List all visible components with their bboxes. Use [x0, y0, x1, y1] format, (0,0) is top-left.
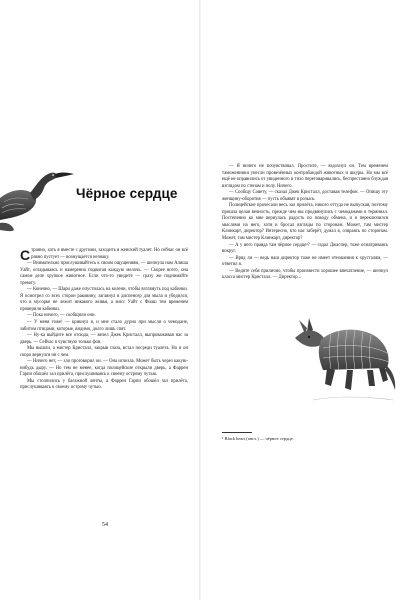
paragraph: Мы вышли, а мистер Кристалл, закрыв глаза, встал посреди туалета. Но и он скоро вернулся ни с чем.	[20, 346, 188, 358]
paragraph: — Сообщу Совету, — сказал Джек Кристалл, доставая телефон. — Опишу эту женщину-оборотня — пусть объявят в розыск.	[222, 190, 388, 202]
paragraph: Мы столпились у багажной ленты, а Фаррен Гарпи обошёл зал прилёта, прислушиваясь к своему острому чутью.	[20, 378, 188, 391]
armadillo-illustration	[293, 310, 397, 406]
paragraph: — Пока ничего, — сообщили они.	[27, 313, 96, 319]
heron-illustration	[0, 168, 76, 238]
paragraph: — Конечно, — Шари даже опустилась на колени, чтобы взглянуть под кабинки. Я осмотрел со всех сторон раковину, заглянул в диспенсер для мыла и убедился, что в мусорке не лежит никакого живья, а мисс Уайт с Фиаш тем временем проверили кабинки.	[20, 287, 188, 312]
paragraph: — Ничего нет, — зло проговорил он. — Она исчезла. Может быть через какую-нибудь дыру. — Но тем не менее, когда полицейские открыли дверь, а Фаррен Гарпи обошёл зал прилёта, прислушиваясь к своему острому чутью.	[20, 359, 188, 378]
paragraph: — А у него правда там чёрное сердце¹? — гадал Джаспер, тоже осматриваясь вокруг.	[222, 242, 388, 255]
page-number: 54	[102, 522, 108, 528]
chapter-title: Чёрное сердце	[76, 186, 178, 201]
paragraph	[20, 248, 188, 261]
drop-cap: С	[20, 246, 31, 263]
paragraph: — Внимательно прислушивайтесь к своим ощущениям, — шепнула нам Алиша Уайт, оглядываясь и намеренна подвигая каждую мелочь. — Скорее всего, она самом деле хрупкое животное. Если что-то увидите — сразу же поднимайте тревогу.	[20, 261, 188, 286]
paragraph: — Ну-ка выйдите все отсюда, — велел Джек Кристалл, выпроваживая нас за дверь. — Сейчас я чувствую только фон.	[20, 333, 188, 345]
paragraph: — Вряд ли — ведь наш директор тоже не имеет отношения к хрусталям, — ответил я.	[222, 255, 388, 268]
left-page	[0, 0, 199, 600]
right-page-text	[222, 164, 388, 282]
paragraph-text: транно, хоть я вместе с другими, заходить в женский туалет. Но сейчас он всё равно пустует — возмущается незнаку.	[31, 248, 188, 260]
left-page-text	[20, 248, 188, 392]
paragraph: Полицейские прочесали весь зал прилёта, никого оттуда не выпуская, поэтому прошла целая вечность, прежде чем мы продвинулись с чемоданами в терминал. Постепенно ко мне вернулась радость по поводу обмена, и я переключился мыслями на него, хотя и бросал взгляды по сторонам. Может, там мистер Клинкарт, директор? Интересно, кто нас заберёт, думал я, озираясь по сторонам. Может, там мистер Клинкарт, директор?	[222, 203, 388, 242]
footnote-separator	[222, 432, 252, 433]
paragraph: — Я ничего не почувствовал. Простите, — вздохнул он. Тем временем таможенники унесли провезённых контрабандой животных и шкуры. Но мы всё ещё не оправились от увиденного и тихо переговаривались, беспрестанно блуждая взглядом по стенам и полу. Ничего.	[222, 164, 388, 189]
paragraph: — Ведите себя прилично, чтобы произвести хорошее впечатление, — шепнул класса мистер Кристалл. — Директор...	[222, 268, 388, 281]
footnote: ¹ Black heart (англ.) — чёрное сердце.	[222, 436, 294, 441]
right-page	[201, 0, 400, 600]
paragraph: — У меня тоже! — крикнул я, и мне стало дурно при мысли о чемодане, забитом птицами, которые, видимо, долго лишь спят.	[20, 320, 188, 332]
